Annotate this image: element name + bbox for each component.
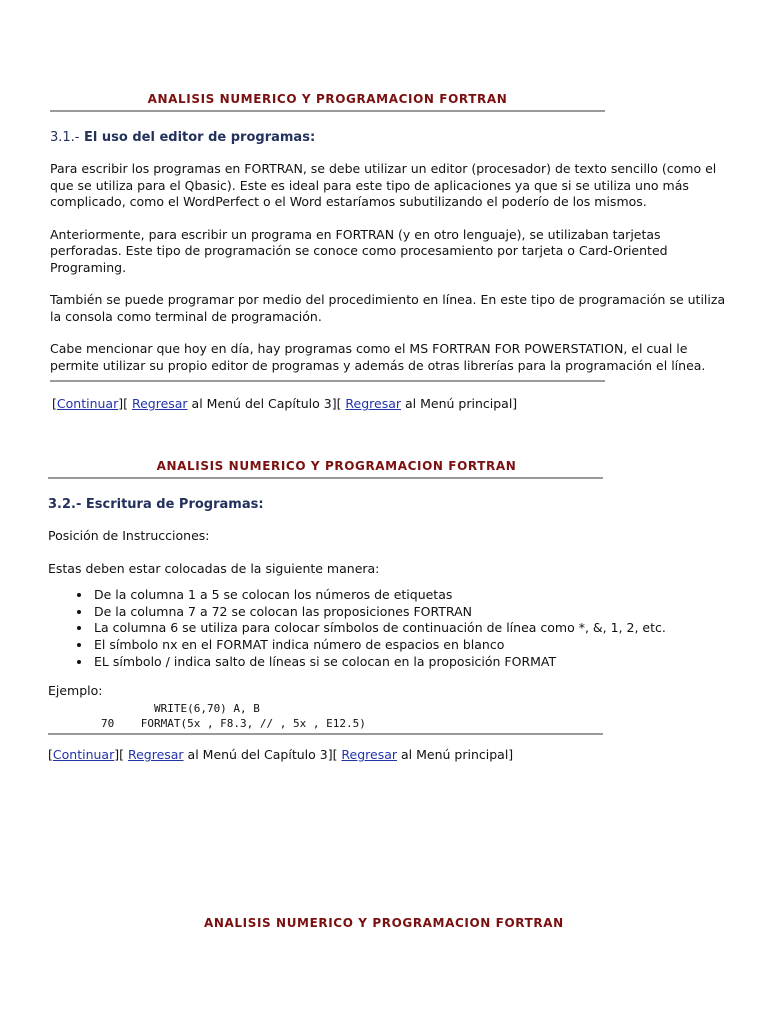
regresar-principal-link[interactable]: Regresar [345, 396, 402, 411]
regresar-capitulo-link[interactable]: Regresar [127, 747, 184, 763]
section-3-2 [48, 459, 666, 763]
paragraph: Cabe mencionar que hoy en día, hay programas como el MS FORTRAN FOR POWERSTATION, el cual le permite utilizar su propio editor de programas y además de otras librerías para la programación el línea. [50, 341, 706, 373]
nav-bracket: ][ [118, 396, 132, 411]
list-item: • La columna 6 se utiliza para colocar símbolos de continuación de línea como *, &, 1, 2, etc. [92, 620, 742, 637]
paragraph: Para escribir los programas en FORTRAN, se debe utilizar un editor (procesador) de texto sencillo (como el que se utiliza para el Qbasic). Este es ideal para este tipo de aplicaciones ya que si se utiliza uno más complicado, como el WordPerfect o el Word estaríamos subutilizando el poderío de los mismos. [50, 161, 717, 209]
list-item: • El símbolo nx en el FORMAT indica número de espacios en blanco [92, 637, 742, 654]
nav-text: al Menú del Capítulo 3][ [183, 747, 342, 763]
nav-text: al Menú principal] [401, 396, 518, 411]
bullet-list [48, 587, 742, 671]
divider [50, 380, 605, 382]
section-title: El uso del editor de programas: [79, 130, 316, 145]
divider [48, 733, 603, 735]
page-banner: ANALISIS NUMERICO Y PROGRAMACION FORTRAN [204, 916, 564, 930]
nav-text: al Menú principal] [397, 747, 514, 763]
continuar-link[interactable]: Continuar [52, 747, 115, 763]
section-number: 3.1.- [50, 130, 80, 145]
page-banner: ANALISIS NUMERICO Y PROGRAMACION FORTRAN [48, 459, 603, 479]
section-3-1 [50, 92, 726, 412]
nav-links [50, 396, 605, 412]
nav-links [48, 747, 603, 763]
paragraph: Posición de Instrucciones: [48, 528, 210, 543]
regresar-principal-link[interactable]: Regresar [341, 747, 398, 763]
section-title: Escritura de Programas: [81, 497, 264, 512]
section-heading [50, 130, 605, 145]
regresar-capitulo-link[interactable]: Regresar [131, 396, 188, 411]
page-banner: ANALISIS NUMERICO Y PROGRAMACION FORTRAN [50, 92, 605, 112]
section-next [50, 916, 680, 934]
section-number: 3.2.- [48, 497, 82, 512]
paragraph: Anteriormente, para escribir un programa en FORTRAN (y en otro lenguaje), se utilizaban tarjetas perforadas. Este tipo de programación se conoce como procesamiento por tarjeta o Card-Oriented Programing. [50, 226, 668, 275]
section-heading [48, 497, 603, 512]
code-line: WRITE(6,70) A, B [48, 702, 260, 716]
example-label: Ejemplo: [48, 682, 103, 698]
paragraph: También se puede programar por medio del procedimiento en línea. En este tipo de programación se utiliza la consola como terminal de programación. [50, 292, 726, 324]
code-line: 70 FORMAT(5x , F8.3, // , 5x , E12.5) [48, 717, 366, 731]
list-item: • EL símbolo / indica salto de líneas si se colocan en la proposición FORMAT [92, 654, 742, 671]
list-item: • De la columna 7 a 72 se colocan las proposiciones FORTRAN [92, 604, 742, 621]
nav-text: al Menú del Capítulo 3][ [187, 396, 346, 411]
paragraph: Estas deben estar colocadas de la siguiente manera: [48, 560, 380, 576]
nav-bracket: [ [48, 747, 53, 763]
continuar-link[interactable]: Continuar [56, 396, 119, 411]
nav-bracket: ][ [114, 747, 128, 763]
nav-bracket: [ [52, 396, 57, 411]
list-item: • De la columna 1 a 5 se colocan los números de etiquetas [92, 587, 742, 604]
